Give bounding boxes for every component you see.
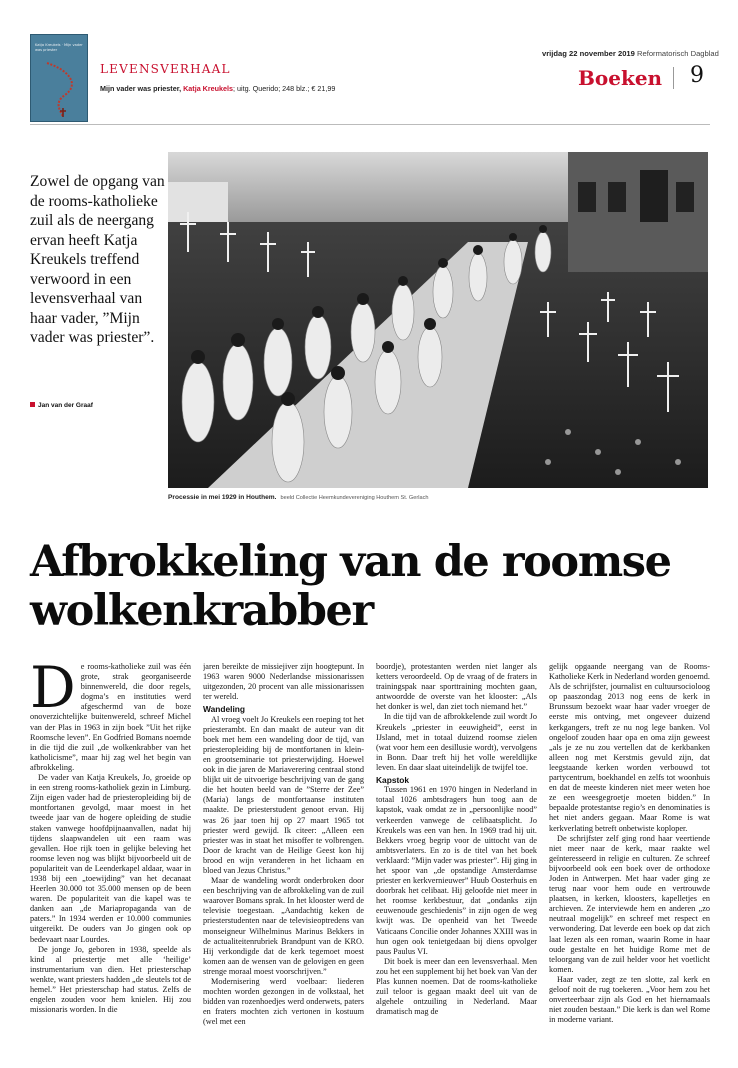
article-paragraph: De schrijfster zelf ging rond haar veertiende niet meer naar de kerk, maar raakte wel geïnteresseerd in religie en culturen. Ze schreef bijvoorbeeld ook een boek over de orthodoxe Joden in Antwerpen. Met haar vader ging ze terug naar voor hem oude en vertrouwde plaatsen, in kerken, kloosters, kapelletjes en archieven. Ze interviewde hem en anderen „zo neutraal mogelijk” en schreef met respect en verwondering. Dat leverde een boek op dat zich laat lezen als een roman, waarin Rome in haar oude gestalte en het huidige Rome met de teloorgang van de zuil helder voor het voetlicht komen. — [549, 833, 710, 974]
article-headline: Afbrokkeling van de roomse wolkenkrabber — [30, 537, 671, 636]
procession-photo[interactable] — [168, 152, 708, 488]
book-cover-thumbnail[interactable] — [30, 34, 88, 122]
book-author: Katja Kreukels — [183, 84, 234, 93]
article-paragraph: Al vroeg voelt Jo Kreukels een roeping tot het priesterambt. En dan maakt de auteur van dit boek met hem een wandeling door de tijd, van priesteropleiding bij de montfortanen in klein- en grootseminarie tot priesterwijding. Hoewel ook in die jaren de Mariaverering centraal stond blijkt uit de uitvoerige beschrijving van de gang die het houten beeld van de ”Sterre der Zee” (Maria) langs de montfortaanse instituten maakte. De priesterstudent genoot ervan. Hij was 26 jaar toen hij op 27 maart 1965 tot priester werd gewijd. Ik citeer: „Alleen een priester was in staat het misoffer te volbrengen. Door de kracht van de Heilige Geest kon hij brood en wijn veranderen in het lichaam en bloed van Jezus Christus.” — [203, 714, 364, 875]
page-number: 9 — [690, 63, 704, 88]
article-column-1 — [30, 662, 191, 1062]
article-paragraph: Maar de wandeling wordt onderbroken door een beschrijving van de afbrokkeling van de zuil waarover Bomans sprak. In het klooster werd de televisie toegestaan. „Aandachtig keken de priesterstudenten naar de televisieoptredens van monseigneur Wilhelminus Marinus Bekkers in de actualiteitenrubriek Brandpunt van de KRO. Hij verkondigde dat de kerk tegemoet moest komen aan de wensen van de gelovigen en geen strenge moraal moest voorschrijven.” — [203, 876, 364, 976]
article-paragraph: Modernisering werd voelbaar: liederen mochten worden gezongen in de volkstaal, het bidden van rozenhoedjes werd onderwets, paters en fraters mochten zich vertonen in kostuum (wel met een — [203, 977, 364, 1027]
article-paragraph: Haar vader, zegt ze ten slotte, zal kerk en geloof noit de rug toekeren. „Voor hem zou het onverteerbaar zijn als God en het hiernamaals niet zouden bestaan.” Die kerk is dan wel Rome in moderne variant. — [549, 974, 710, 1025]
newspaper-name: Reformatorisch Dagblad — [637, 49, 719, 58]
article-column-2 — [203, 662, 364, 1062]
procession-illustration — [168, 152, 708, 488]
intro-text: Zowel de opgang van de rooms-katholieke zuil als de neergang ervan heeft Katja Kreukels treffend verwoord in een levensverhaal van haar vader, ”Mijn vader was priester”. — [30, 173, 165, 346]
book-title: Mijn vader was priester, — [100, 84, 182, 93]
subheading-kapstok: Kapstok — [376, 775, 410, 786]
article-paragraph: De jonge Jo, geboren in 1938, speelde als kind al priestertje met alle ‘heilige’ instrumentarium van dien. Het priesterschap wenkte, want priesters hadden „de sleutels tot de hemel.” Het priesterschap had status. Zelfs de engelen zouden voor hem knielen. Hij zou missionaris worden. In die — [30, 944, 191, 1015]
article-paragraph: Dit boek is meer dan een levensverhaal. Men zou het een supplement bij het boek van Van der Plas kunnen noemen. Dat de rooms-katholieke zuil teloor is gegaan maakt deel uit van de algehele ontzuiling in Nederland. Maar dramatisch mag de — [376, 956, 537, 1017]
author-credit — [30, 402, 93, 409]
article-paragraph: e rooms-katholieke zuil was één grote, strak georganiseerde binnenwereld, die door regels, dogma’s en instituties werd afgeschermd van de boze onoverzichtelijke buitenwereld, schreef Michel van der Plas in 1963 in zijn boek ”Uit het rijke Roomsche leven”. En Godfried Bomans noemde in die tijd die zuil „de wolkenkrabber van het katholicisme”, maar hij zag wel het begin van afbrokkeling. — [30, 662, 191, 772]
drop-cap: D — [30, 662, 76, 721]
credit-marker-icon — [30, 402, 35, 407]
article-body — [30, 662, 710, 1062]
header-divider — [673, 67, 674, 89]
rosary-image — [41, 61, 83, 119]
issue-date: vrijdag 22 november 2019 — [542, 49, 635, 58]
subheading-wandeling: Wandeling — [203, 704, 246, 715]
caption-credit: beeld Collectie Heemkundevereniging Houthem St. Gerlach — [280, 495, 429, 501]
photo-caption — [168, 494, 429, 501]
article-paragraph: In die tijd van de afbrokkelende zuil wordt Jo Kreukels „priester in eeuwigheid”, eerst in IJsland, met in totaal duizend roomse zielen (wat voor hem een desillusie wordt), vervolgens in Bonn. Daar treft hij het volle wereldlijke leven. En daar slaat uiteindelijk de twijfel toe. — [376, 712, 537, 772]
article-column-4 — [549, 662, 710, 1062]
section-label: LEVENSVERHAAL — [100, 62, 231, 76]
article-paragraph: gelijk opgaande neergang van de Rooms-Katholieke Kerk in Nederland worden genoemd. Als de schrijfster, journalist en cultuursocioloog op paaszondag 2013 nog eens de kerk in Brunssum bezoekt waar haar vader vroeger de eerste mis ontving, met ongeveer duizend kerkgangers, treft ze nu nog lege banken. Vol ongeloof zouden haar opa en oma zijn geweest „als je ze nu zou vertellen dat de kerkbanken alleen nog met Kerstmis gevuld zijn, dat leegstaande kerken worden verbouwd tot partycentrum, boekhandel en zelfs tot woonhuis en dat de meeste kinderen niet meer weten hoe ze een weesgegroetje moeten bidden.” In bepaalde protestantse regio’s en denominaties is het niet anders gegaan. Maar Rome is wat kerkverlating betreft onbetwiste koploper. — [549, 662, 710, 833]
book-info — [100, 84, 335, 93]
article-column-3 — [376, 662, 537, 1062]
caption-title: Processie in mei 1929 in Houthem. — [168, 494, 277, 501]
page-header — [30, 32, 719, 122]
book-cover-title: Katja Kreukels · Mijn vader was priester — [35, 43, 83, 52]
dateline — [542, 49, 719, 58]
article-paragraph: boordje), protestanten werden niet langer als ketters veroordeeld. Op de vraag of de fraters in trainingspak naar sporttraining mochten gaan, antwoordde de overste van het klooster: „Als het donker is wel, dan ziet toch niemand het.” — [376, 662, 537, 712]
book-details: ; uitg. Querido; 248 blz.; € 21,99 — [233, 84, 336, 93]
section-name: Boeken — [578, 66, 663, 90]
author-name: Jan van der Graaf — [38, 402, 93, 409]
header-rule — [30, 124, 710, 125]
article-paragraph: Tussen 1961 en 1970 hingen in Nederland in totaal 1026 ambtsdragers hun toog aan de kapstok, vaak omdat ze in „persoonlijke nood” verkeerden vanwege de celibaatsplicht. Jo Kreukels was een van hen. In 1969 trad hij uit. Bekkers vroeg begrip voor de uittocht van de ambtsverlaters. En zo is de titel van het boek verklaard: ”Mijn vader was priester”. Hij ging in het spoor van „de opstandige Amsterdamse priester en kerkvernieuwer” Huub Oosterhuis en doorbrak het celibaat. Hij geloofde niet meer in het roomse kerkbestuur, dat „ondanks zijn eeuwenoude geschiedenis” in zijn ogen de weg kwijt was. De openheid van het Tweede Vaticaans Concilie onder Johannes XXIII was in hun ogen ook tenietgedaan bij diens opvolger paus Paulus VI. — [376, 785, 537, 956]
article-paragraph: jaren bereikte de missiejiver zijn hoogtepunt. In 1963 waren 9000 Nederlandse missionarissen uitgezonden, 20 procent van alle missionarissen ter wereld. — [203, 662, 364, 702]
article-paragraph: De vader van Katja Kreukels, Jo, groeide op in een streng rooms-katholiek gezin in Limburg. Zijn eigen vader had de priesteropleiding bij de montfortanen gevolgd, maar moest in het tweede jaar van de hogere opleiding de studie staken vanwege hoofdpijnaanvallen, nadat hij tijdens slaapwandelen uit een raam was gevallen. Hoe rijk toen in gelijke beleving het roomse leven nog was blijkt bijvoorbeeld uit de populariteit van de Leenderkapel aldaar, waar in 1938 bij een „toewijding” van het decanaat Heerlen 30.000 tot 35.000 mensen op de been waren. De populariteit van die kapel was te danken aan „de Mariapropaganda van de paters.” In 1934 werden er 10.000 communies uitgereikt. De ouders van Jo gingen ook op bedevaart naar Lourdes. — [30, 773, 191, 944]
